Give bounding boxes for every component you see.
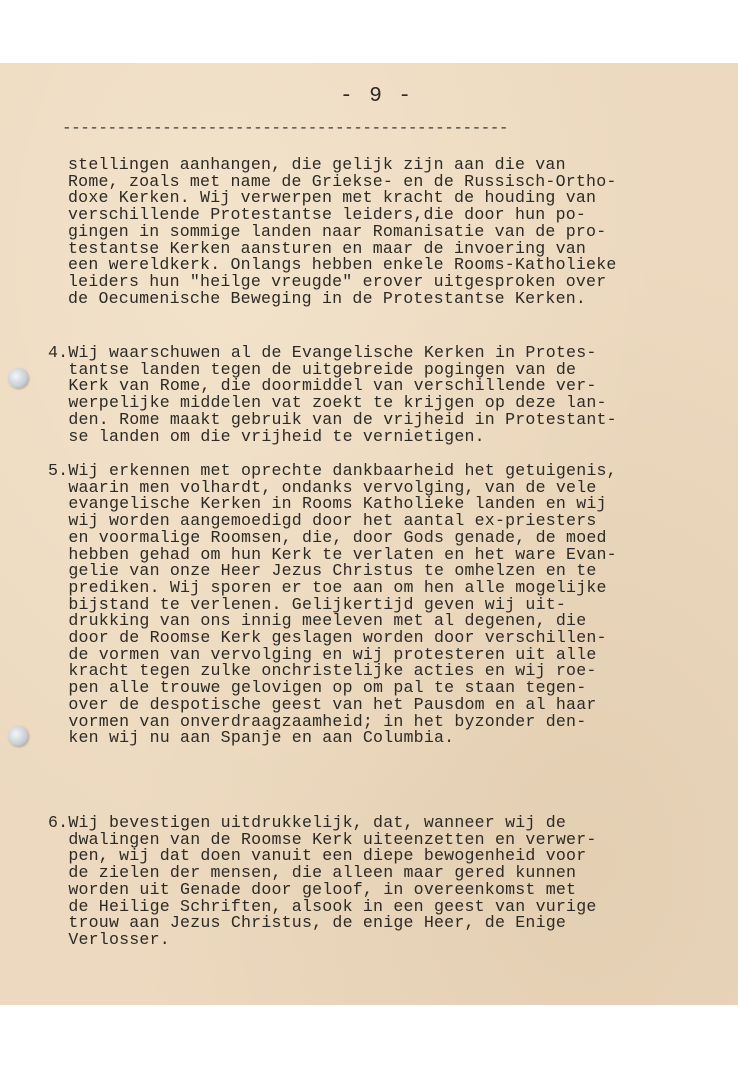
paragraph-item-5: 5.Wij erkennen met oprechte dankbaarheid het getuigenis, waarin men volhardt, ondanks vervolging, van de vele evangelische Kerken in Rooms Katholieke landen en wij wij worden aangemoedigd door het aantal ex-priesters en voormalige Roomsen, die, door Gods genade, de moed hebben gehad om hun Kerk te verlaten en het ware Evan- gelie van onze Heer Jezus Christus te omhelzen en te prediken. Wij sporen er toe aan om hen alle mogelijke bijstand te verlenen. Gelijkertijd geven wij uit- drukking van ons innig meeleven met al degenen, die door de Roomse Kerk geslagen worden door verschillen- de vormen van vervolging en wij protesteren uit alle kracht tegen zulke onchristelijke acties en wij roe- pen alle trouwe gelovigen op om pal te staan tegen- over de despotische geest van het Pausdom en al haar vormen van onverdraagzaamheid; in het byzonder den- ken wij nu aan Spanje en aan Columbia. — [48, 461, 617, 748]
paragraph-item-6: 6.Wij bevestigen uitdrukkelijk, dat, wanneer wij de dwalingen van de Roomse Kerk uiteenzetten en verwer- pen, wij dat doen vanuit een diepe bewogenheid voor de zielen der mensen, die alleen maar gered kunnen worden uit Genade door geloof, in overeenkomst met de Heilige Schriften, alsook in een geest van vurige trouw aan Jezus Christus, de enige Heer, de Enige Verlosser. — [48, 813, 597, 949]
paragraph-intro: stellingen aanhangen, die gelijk zijn aan die van Rome, zoals met name de Griekse- en de Russisch-Ortho- doxe Kerken. Wij verwerpen met kracht de houding van verschillende Protestantse leiders,die door hun po- gingen in sommige landen naar Romanisatie van de pro- testantse Kerken aansturen en maar de invoering van een wereldkerk. Onlangs hebben enkele Rooms-Katholieke leiders hun "heilge vreugde" erover uitgesproken over de Oecumenische Beweging in de Protestantse Kerken. — [68, 155, 617, 308]
page-number: - 9 - — [340, 85, 414, 108]
header-divider: ------------------------------------------------- — [62, 119, 508, 137]
punch-hole-icon — [8, 726, 28, 746]
paragraph-item-4: 4.Wij waarschuwen al de Evangelische Kerken in Protes- tantse landen tegen de uitgebreide pogingen van de Kerk van Rome, die doormiddel van verschillende ver- werpelijke middelen vat zoekt te krijgen op deze lan- den. Rome maakt gebruik van de vrijheid in Protestant- se landen om die vrijheid te vernietigen. — [48, 343, 617, 446]
document-page — [0, 63, 738, 1005]
punch-hole-icon — [8, 368, 28, 388]
